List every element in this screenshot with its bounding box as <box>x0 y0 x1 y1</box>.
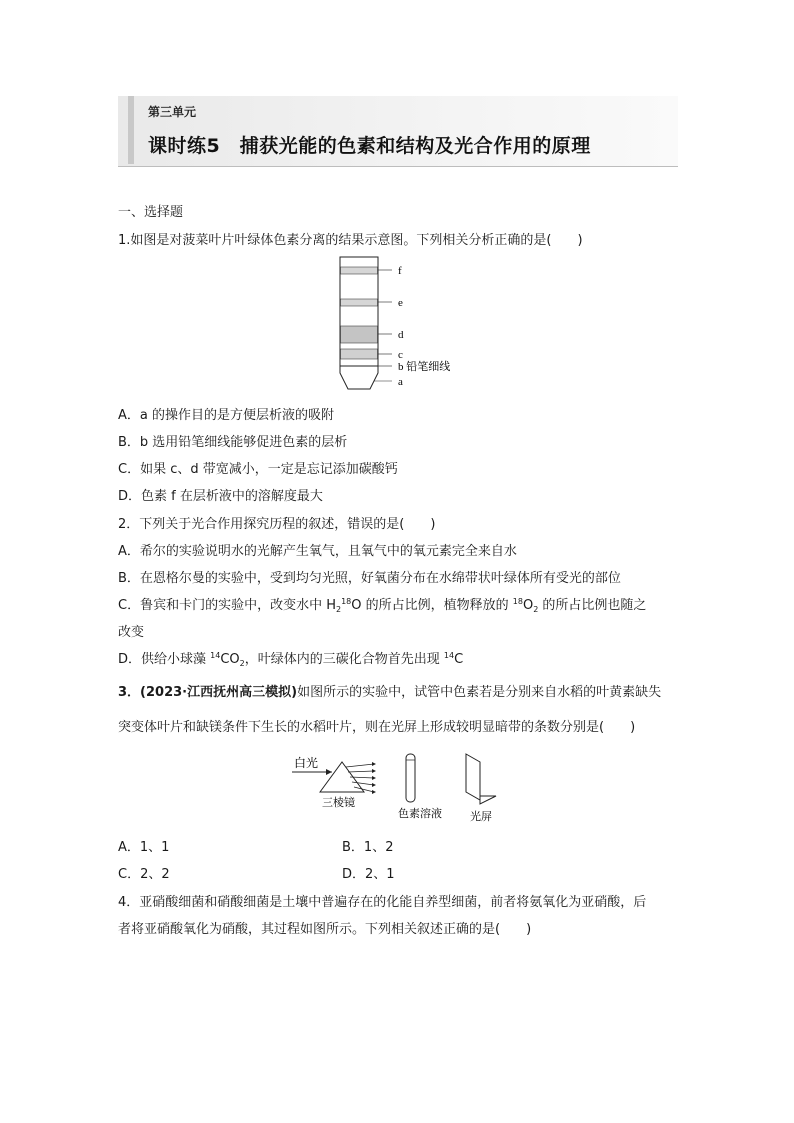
label-f: f <box>398 265 402 277</box>
q2-option-b: B．在恩格尔曼的实验中，受到均匀光照，好氧菌分布在水绵带状叶绿体所有受光的部位 <box>118 571 621 586</box>
white-light-label: 白光 <box>294 756 319 770</box>
q2-stem: 2．下列关于光合作用探究历程的叙述，错误的是( ) <box>118 517 436 532</box>
q2-c-text-2: O 的所占比例，植物释放的 <box>351 598 513 613</box>
q3-option-a: A．1、1 <box>118 840 170 855</box>
unit-label: 第三单元 <box>148 105 197 119</box>
prism-label: 三棱镜 <box>322 796 355 809</box>
q2-c-text-1: C．鲁宾和卡门的实验中，改变水中 H <box>118 598 336 613</box>
section-heading: 一、选择题 <box>118 205 184 220</box>
band-f <box>341 267 378 274</box>
q3-source: 3．(2023·江西抚州高三模拟) <box>118 685 298 700</box>
solution-label: 色素溶液 <box>398 807 442 820</box>
q1-option-d: D．色素 f 在层析液中的溶解度最大 <box>118 489 323 504</box>
q2-c-sup-2: 18 <box>512 597 523 606</box>
q2-c-sup-1: 18 <box>341 597 352 606</box>
q2-d-text-4: C <box>454 652 464 667</box>
label-a: a <box>398 376 403 388</box>
q2-option-a: A．希尔的实验说明水的光解产生氧气，且氧气中的氧元素完全来自水 <box>118 544 517 559</box>
band-d <box>341 326 378 343</box>
header-accent-bar <box>128 96 134 164</box>
q1-chromatography-figure <box>330 253 470 393</box>
screen-label: 光屏 <box>470 810 492 823</box>
lesson-title: 课时练5 捕获光能的色素和结构及光合作用的原理 <box>148 135 591 157</box>
q1-option-c: C．如果 c、d 带宽减小，一定是忘记添加碳酸钙 <box>118 462 398 477</box>
q3-prism-figure <box>290 752 510 830</box>
q3-stem <box>118 681 661 700</box>
q1-stem: 1.如图是对菠菜叶片叶绿体色素分离的结果示意图。下列相关分析正确的是( ) <box>118 233 583 248</box>
q3-stem-text: 如图所示的实验中，试管中色素若是分别来自水稻的叶黄素缺失 <box>297 685 662 700</box>
q2-d-text-2: CO <box>220 652 240 667</box>
q2-d-text-3: ，叶绿体内的三碳化合物首先出现 <box>244 652 444 667</box>
label-d: d <box>398 329 404 341</box>
q2-d-text-1: D．供给小球藻 <box>118 652 211 667</box>
q2-option-c <box>118 594 646 614</box>
q2-c-sub-1: 2 <box>336 605 342 614</box>
label-e: e <box>398 297 403 309</box>
header-divider <box>118 166 678 167</box>
q2-d-sup-2: 14 <box>443 651 455 660</box>
q2-option-d <box>118 648 463 668</box>
q4-stem-line2: 者将亚硝酸氧化为硝酸，其过程如图所示。下列相关叙述正确的是( ) <box>118 922 532 937</box>
band-e <box>341 299 378 306</box>
q3-option-b: B．1、2 <box>342 840 394 855</box>
q3-option-d: D．2、1 <box>342 867 395 882</box>
light-screen <box>466 754 480 800</box>
q2-c-sub-2: 2 <box>533 605 539 614</box>
label-b: b 铅笔细线 <box>398 361 451 373</box>
q1-option-a: A．a 的操作目的是方便层析液的吸附 <box>118 408 334 423</box>
q2-d-sub-1: 2 <box>239 659 245 668</box>
q2-d-sup-1: 14 <box>210 651 221 660</box>
label-c: c <box>398 349 403 361</box>
test-tube <box>406 754 415 802</box>
q2-c-text-3: O <box>522 598 534 613</box>
q3-stem-line2: 突变体叶片和缺镁条件下生长的水稻叶片，则在光屏上形成较明显暗带的条数分别是( ) <box>118 720 636 735</box>
q3-option-c: C．2、2 <box>118 867 170 882</box>
band-c <box>341 349 378 359</box>
q2-c-text-4: 的所占比例也随之 <box>538 598 647 613</box>
q4-stem: 4．亚硝酸细菌和硝酸细菌是土壤中普遍存在的化能自养型细菌，前者将氨氧化为亚硝酸，后 <box>118 895 647 910</box>
q2-option-c-line2: 改变 <box>118 625 145 640</box>
q1-option-b: B．b 选用铅笔细线能够促进色素的层析 <box>118 435 348 450</box>
